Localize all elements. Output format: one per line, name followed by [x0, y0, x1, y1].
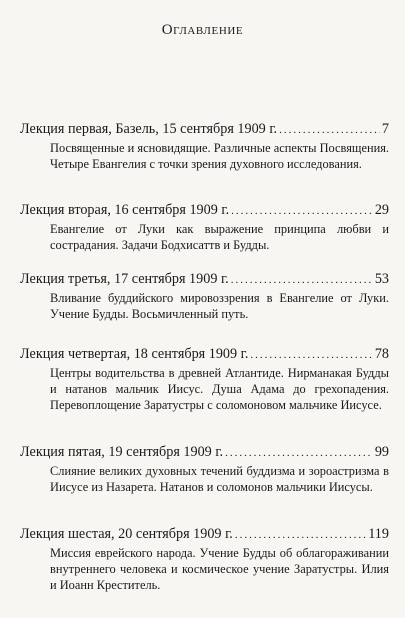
toc-page-number: 99 — [374, 444, 389, 460]
toc-entry-description: Посвященные и ясновидящие. Различные аспекты Посвящения. Четыре Евангелия с точки зрения духовного исследования. — [50, 141, 389, 172]
toc-page-number: 119 — [368, 526, 389, 542]
toc-entry-heading — [20, 345, 389, 364]
toc-entry-heading — [20, 443, 389, 462]
toc-entry-description: Центры водительства в древней Атлантиде. Нирманакая Будды и натанов мальчик Иисус. Душа Адама до грехопадения. Перевоплощение Заратустры с соломоновом мальчике Иисусе. — [50, 366, 389, 413]
page-title: Оглавление — [161, 22, 244, 38]
toc-entry-heading — [20, 525, 389, 544]
toc-entry-label: Лекция пятая, 19 сентября 1909 г. — [20, 444, 224, 460]
dot-leader — [225, 444, 373, 462]
toc-entry — [20, 120, 389, 172]
toc-entry-heading — [20, 201, 389, 220]
toc-entry-heading — [20, 270, 389, 289]
toc-entry-label: Лекция шестая, 20 сентября 1909 г. — [20, 526, 233, 542]
toc-entry — [20, 345, 389, 414]
dot-leader — [231, 271, 373, 289]
dot-leader — [250, 346, 372, 364]
toc-entry-heading — [20, 120, 389, 139]
toc-entry-label: Лекция четвертая, 18 сентября 1909 г. — [20, 346, 249, 362]
toc-entry — [20, 270, 389, 322]
toc-entry-description: Миссия еврейского народа. Учение Будды об облагораживании внутреннего человека и космическое учение Заратустры. Илия и Иоанн Креститель. — [50, 546, 389, 593]
toc-entry-label: Лекция третья, 17 сентября 1909 г. — [20, 271, 229, 287]
toc-entry-description: Вливание буддийского мировоззрения в Евангелие от Луки. Учение Будды. Восьмичленный путь. — [50, 291, 389, 322]
dot-leader — [235, 526, 366, 544]
toc-entry — [20, 525, 389, 594]
toc-entry-description: Евангелие от Луки как выражение принципа любви и сострадания. Задачи Бодхисаттв и Будды. — [50, 222, 389, 253]
dot-leader — [231, 202, 373, 220]
toc-page-number: 53 — [374, 271, 389, 287]
toc-page-number: 78 — [374, 346, 389, 362]
toc-entry — [20, 443, 389, 495]
toc-entry-description: Слияние великих духовных течений буддизма и зороастризма в Иисусе из Назарета. Натанов и соломонов мальчики Иисусы. — [50, 464, 389, 495]
toc-entry — [20, 201, 389, 253]
dot-leader — [279, 121, 380, 139]
toc-page-number: 7 — [381, 121, 389, 137]
toc-entry-label: Лекция первая, Базель, 15 сентября 1909 г. — [20, 121, 278, 137]
toc-entry-label: Лекция вторая, 16 сентября 1909 г. — [20, 202, 230, 218]
toc-page-number: 29 — [374, 202, 389, 218]
